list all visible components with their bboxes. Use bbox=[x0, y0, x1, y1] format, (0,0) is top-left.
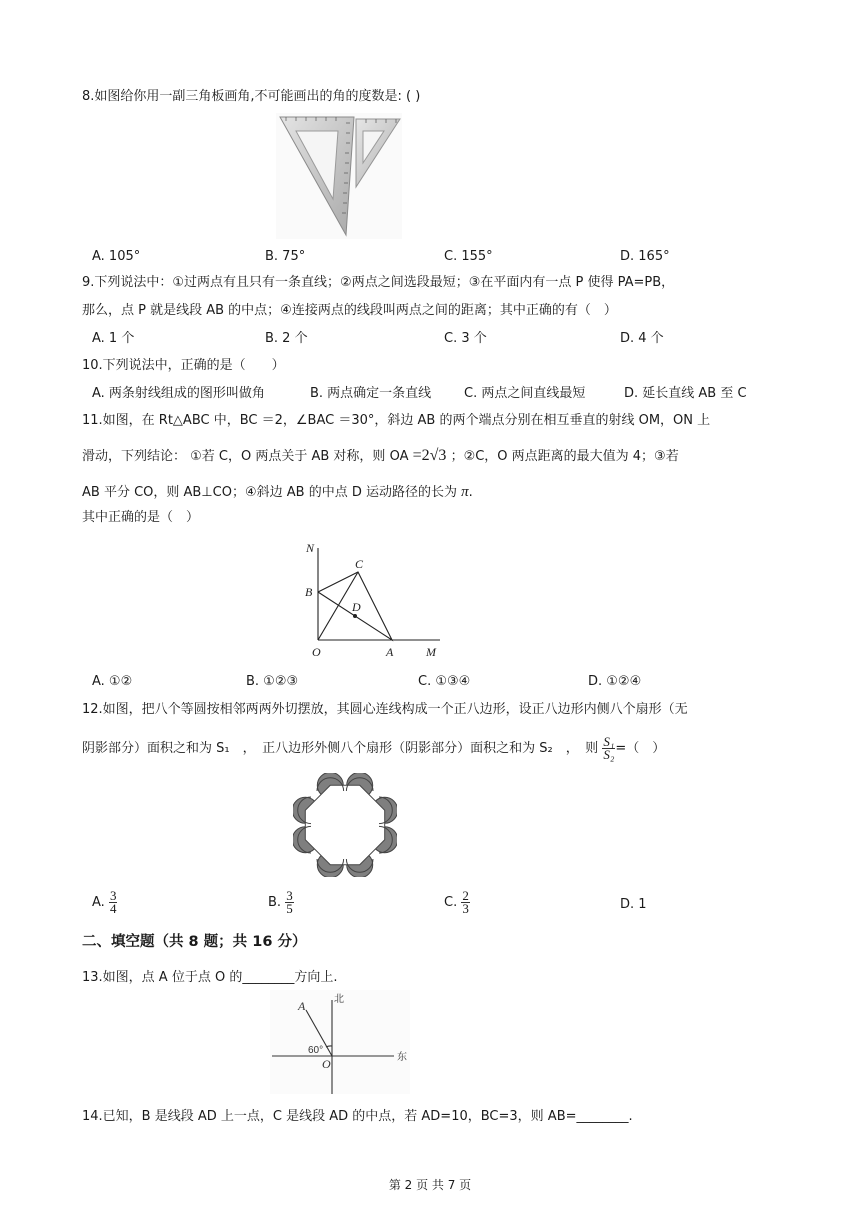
q11-line-2-text-b: ；②C，O 两点距离的最大值为 4；③若 bbox=[450, 449, 679, 464]
q12-option-d: D. 1 bbox=[620, 897, 647, 912]
q13-north-label: 北 bbox=[334, 994, 344, 1005]
q13-point-a-label: A bbox=[298, 999, 306, 1013]
q13-compass-figure bbox=[270, 990, 410, 1094]
q12-option-b-fraction: $\frac{3}{5}$ bbox=[286, 888, 293, 916]
q12-ratio-fraction bbox=[602, 736, 615, 761]
q9-line-1: 9.下列说法中：①过两点有且只有一条直线；②两点之间选段最短；③在平面内有一点 P 使得 PA=PB， bbox=[82, 275, 675, 290]
q13-stem: 13.如图，点 A 位于点 O 的________方向上. bbox=[82, 970, 338, 985]
q11-option-c: C. ①③④ bbox=[418, 674, 471, 689]
q10-option-d: D. 延长直线 AB 至 C bbox=[624, 386, 747, 401]
q8-option-c: C. 155° bbox=[444, 249, 493, 264]
q11-option-b: B. ①②③ bbox=[246, 674, 299, 689]
q12-ratio-num: S₁ bbox=[603, 734, 615, 749]
q9-line-2: 那么，点 P 就是线段 AB 的中点；④连接两点的线段叫两点之间的距离；其中正确的有（ ） bbox=[82, 303, 617, 318]
q10-option-a: A. 两条射线组成的图形叫做角 bbox=[92, 386, 265, 401]
q11-label-c: C bbox=[355, 557, 364, 571]
q11-line-1: 11.如图，在 Rt△ABC 中，BC ＝2，∠BAC ＝30°，斜边 AB 的两个端点分别在相互垂直的射线 OM，ON 上 bbox=[82, 413, 711, 428]
q11-label-n: N bbox=[306, 541, 315, 555]
q9-option-a: A. 1 个 bbox=[92, 331, 135, 346]
q12-octagon-circles-figure bbox=[293, 773, 397, 877]
q11-line-4: 其中正确的是（ ） bbox=[82, 510, 200, 525]
q11-line-3-text-a: AB 平分 CO，则 AB⊥CO；④斜边 AB 的中点 D 运动路径的长为 bbox=[82, 485, 457, 500]
q11-label-m: M bbox=[426, 645, 436, 659]
q8-stem: 8.如图给你用一副三角板画角,不可能画出的角的度数是: ( ) bbox=[82, 89, 421, 104]
q10-option-b: B. 两点确定一条直线 bbox=[310, 386, 432, 401]
q12-ratio-den: S₂ bbox=[603, 747, 615, 762]
q11-line-2 bbox=[82, 447, 679, 466]
q13-angle-label: 60° bbox=[308, 1045, 324, 1056]
q13-east-label: 东 bbox=[397, 1052, 407, 1063]
q11-pi-symbol: π bbox=[461, 484, 469, 500]
q10-stem: 10.下列说法中，正确的是（ ） bbox=[82, 358, 285, 373]
q11-label-d: D bbox=[352, 600, 361, 614]
q11-label-b: B bbox=[305, 585, 313, 599]
q12-line-1: 12.如图，把八个等圆按相邻两两外切摆放，其圆心连线构成一个正八边形，设正八边形内侧八个扇形（无 bbox=[82, 702, 688, 717]
q12-line-2-text-a: 阴影部分）面积之和为 S₁ ， 正八边形外侧八个扇形（阴影部分）面积之和为 S₂ ， 则 bbox=[82, 741, 599, 756]
q12-option-c: C. $\frac{2}{3}$ bbox=[444, 888, 469, 916]
q8-option-a: A. 105° bbox=[92, 249, 141, 264]
q12-line-2-text-b: =（ ） bbox=[615, 741, 666, 756]
q11-triangle-figure bbox=[300, 538, 448, 662]
q8-option-b: B. 75° bbox=[265, 249, 306, 264]
q11-label-a: A bbox=[386, 645, 394, 659]
q8-option-d: D. 165° bbox=[620, 249, 670, 264]
q11-option-d: D. ①②④ bbox=[588, 674, 642, 689]
set-square-figure bbox=[276, 113, 402, 239]
q11-option-a: A. ①② bbox=[92, 674, 133, 689]
q11-line-2-text-a: 滑动，下列结论： ①若 C，O 两点关于 AB 对称，则 OA bbox=[82, 449, 409, 464]
q12-option-a-fraction: $\frac{3}{4}$ bbox=[109, 888, 117, 916]
q12-option-c-fraction: $\frac{2}{3}$ bbox=[462, 888, 469, 916]
q12-option-a: A. $\frac{3}{4}$ bbox=[92, 888, 117, 916]
q13-point-o-label: O bbox=[322, 1057, 331, 1071]
page-footer: 第 2 页 共 7 页 bbox=[388, 1178, 472, 1192]
q12-option-b: B. $\frac{3}{5}$ bbox=[268, 888, 293, 916]
q12-line-2 bbox=[82, 736, 665, 761]
section-heading: 二、填空题（共 8 题；共 16 分） bbox=[82, 934, 307, 950]
q11-math-2root3: =2√3 bbox=[412, 447, 447, 464]
q11-line-3 bbox=[82, 483, 473, 502]
q9-option-d: D. 4 个 bbox=[620, 331, 664, 346]
q9-option-c: C. 3 个 bbox=[444, 331, 487, 346]
q11-label-o: O bbox=[312, 645, 321, 659]
q10-option-c: C. 两点之间直线最短 bbox=[464, 386, 586, 401]
q9-option-b: B. 2 个 bbox=[265, 331, 308, 346]
q11-line-3-text-b: . bbox=[468, 485, 473, 500]
q14-stem: 14.已知，B 是线段 AD 上一点，C 是线段 AD 的中点，若 AD=10，BC=3，则 AB=________. bbox=[82, 1109, 633, 1124]
